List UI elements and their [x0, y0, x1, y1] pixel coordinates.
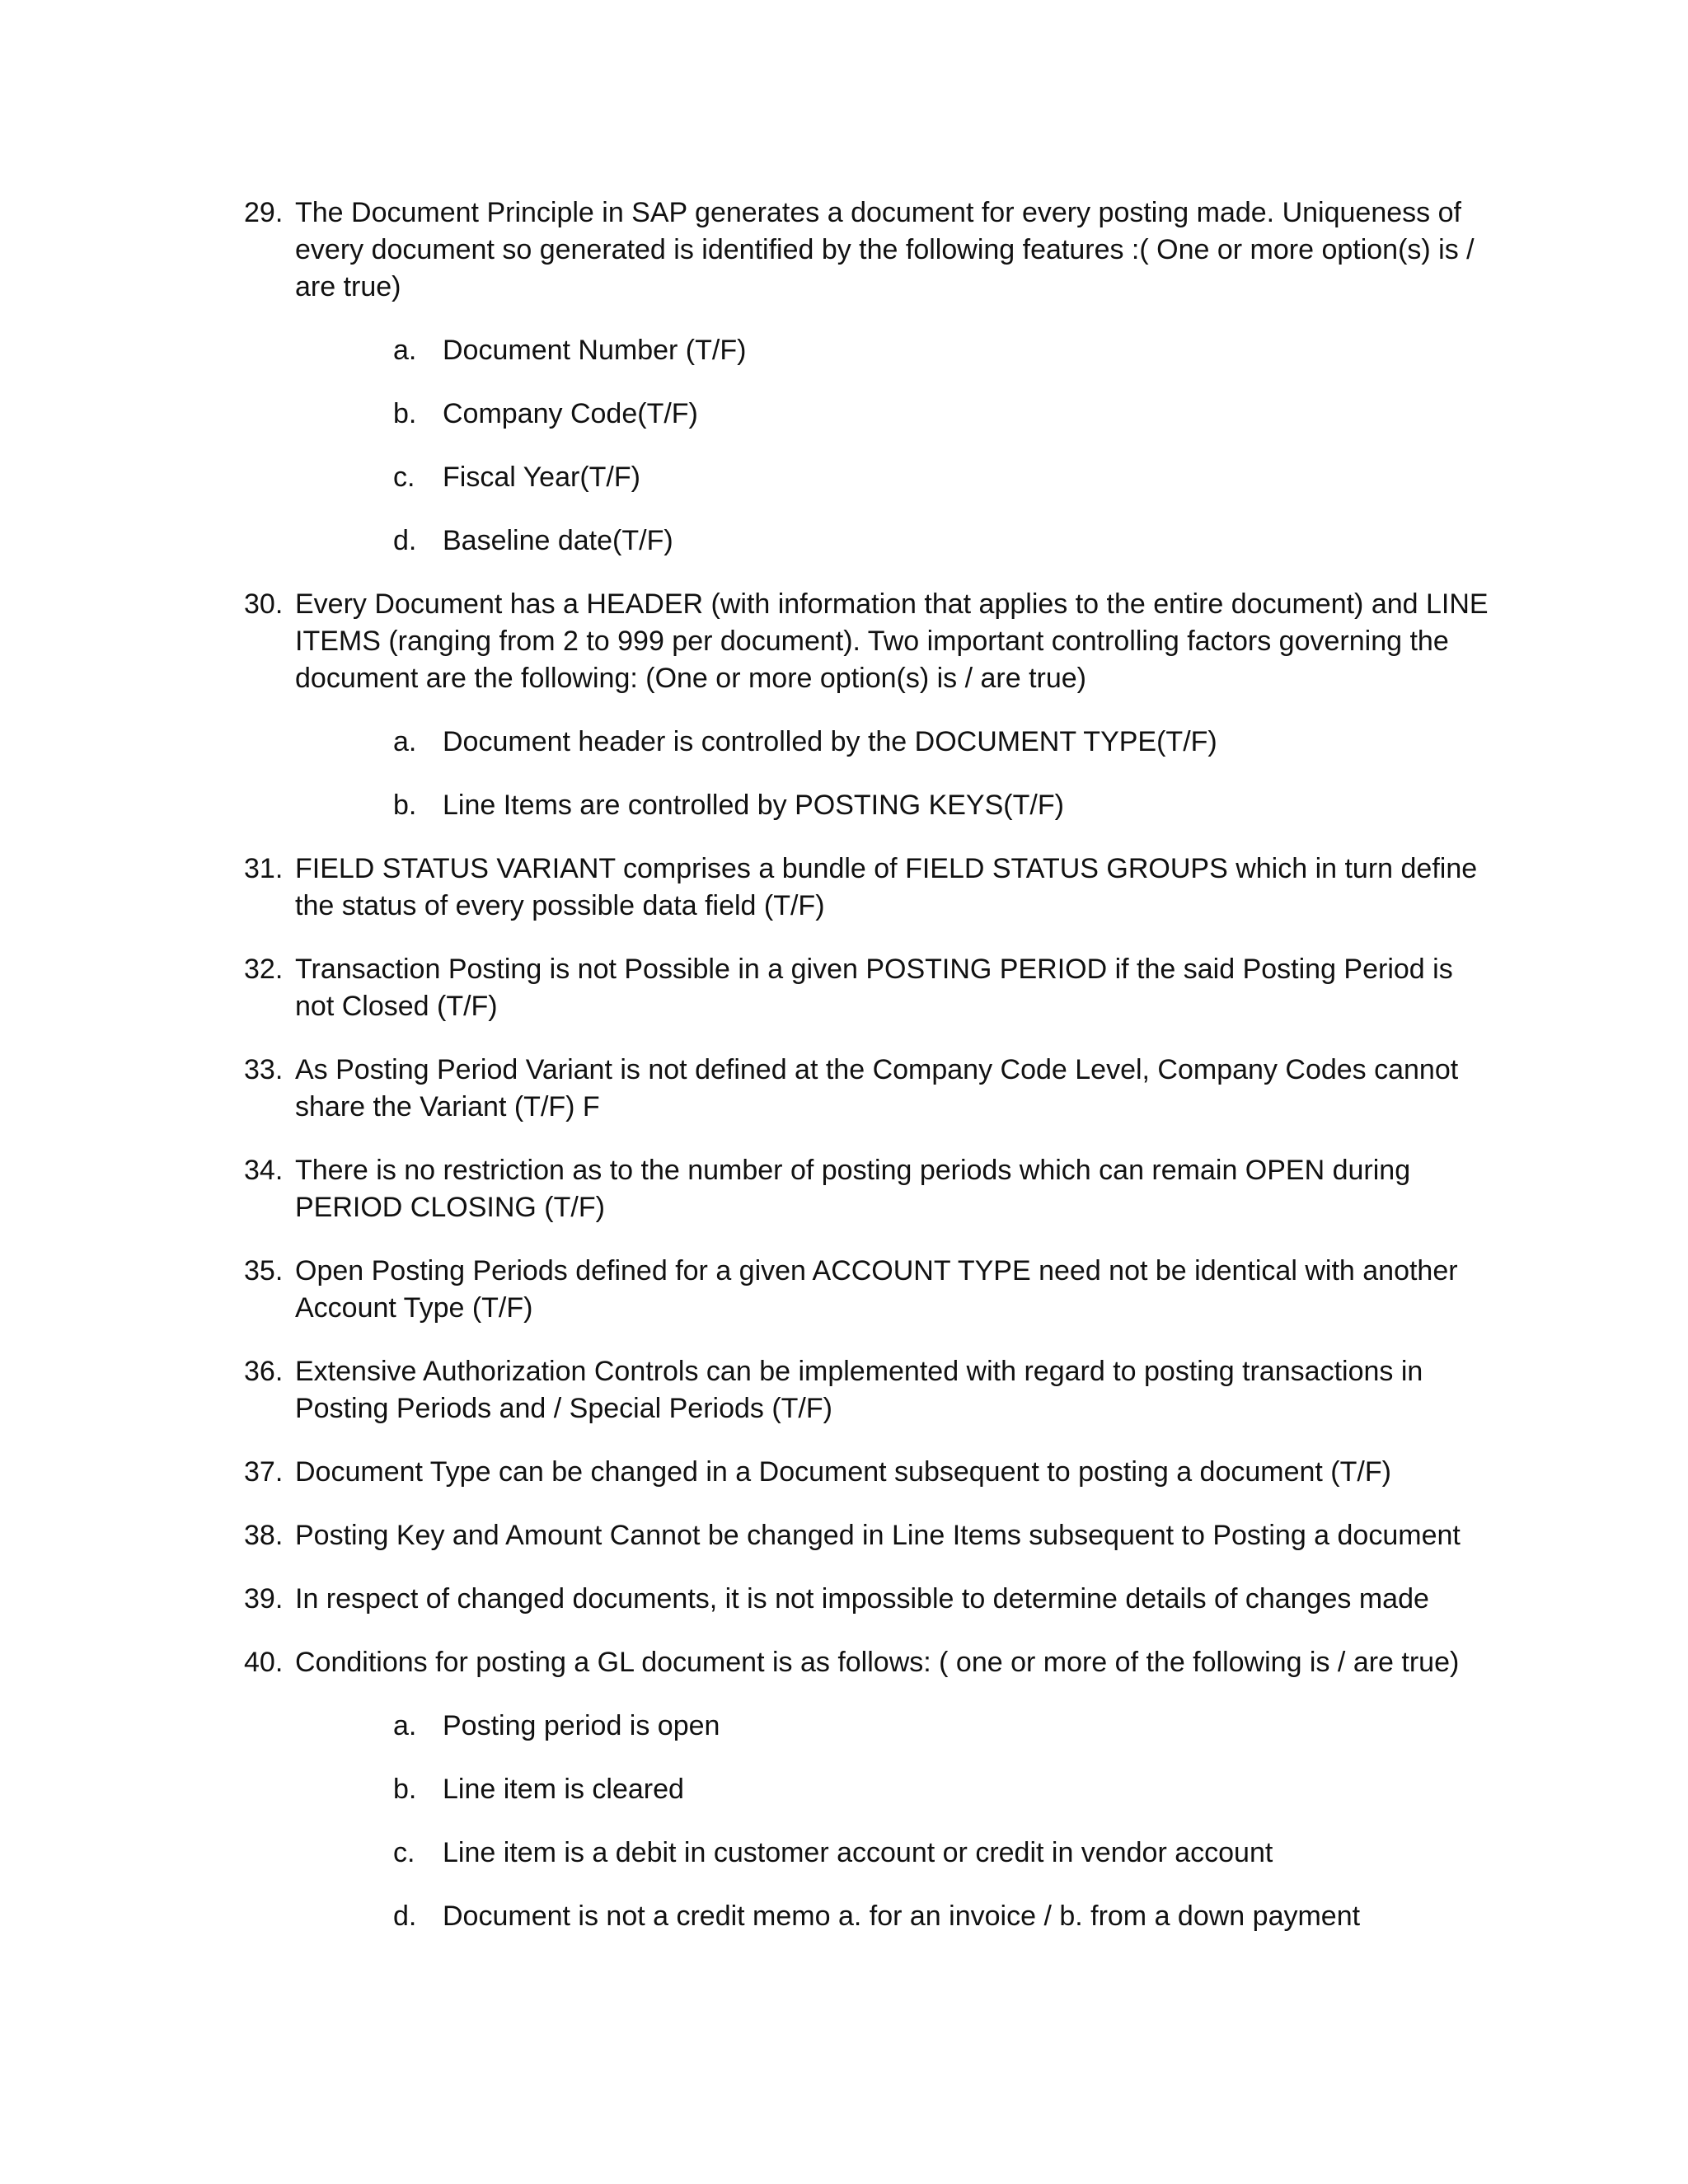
question-item	[244, 851, 1497, 925]
question-text: Conditions for posting a GL document is as follows: ( one or more of the following is / are true)	[295, 1647, 1460, 1678]
option-letter: c.	[393, 1837, 415, 1868]
question-text: Document Type can be changed in a Document subsequent to posting a document (T/F)	[295, 1456, 1391, 1488]
question-text: There is no restriction as to the number of posting periods which can remain OPEN during PERIOD CLOSING (T/F)	[295, 1155, 1411, 1223]
question-text: Open Posting Periods defined for a given ACCOUNT TYPE need not be identical with another Account Type (T/F)	[295, 1255, 1458, 1324]
option-letter: b.	[393, 398, 417, 429]
option-text: Line Items are controlled by POSTING KEYS(T/F)	[443, 790, 1064, 821]
question-number: 36.	[244, 1356, 284, 1387]
option-list	[393, 1708, 1497, 1935]
option-letter: d.	[393, 1900, 417, 1932]
question-text: Transaction Posting is not Possible in a given POSTING PERIOD if the said Posting Period is not Closed (T/F)	[295, 954, 1453, 1022]
question-text: FIELD STATUS VARIANT comprises a bundle of FIELD STATUS GROUPS which in turn define the status of every possible data field (T/F)	[295, 853, 1478, 921]
question-item	[244, 951, 1497, 1025]
question-text: The Document Principle in SAP generates a document for every posting made. Uniqueness of every document so generated is identified by the following features :( One or more option(s) is / are true)	[295, 197, 1475, 302]
question-text: As Posting Period Variant is not defined at the Company Code Level, Company Codes cannot share the Variant (T/F) F	[295, 1054, 1459, 1122]
option-letter: d.	[393, 525, 417, 556]
option-item	[393, 523, 1497, 560]
option-item	[393, 1771, 1497, 1808]
option-item	[393, 787, 1497, 824]
option-letter: b.	[393, 790, 417, 821]
question-text: Every Document has a HEADER (with information that applies to the entire document) and LINE ITEMS (ranging from 2 to 999 per document). Two important controlling factors governing the document are the following: (One or more option(s) is / are true)	[295, 588, 1489, 694]
question-item	[244, 1454, 1497, 1491]
question-text: Extensive Authorization Controls can be implemented with regard to posting transactions in Posting Periods and / Special Periods (T/F)	[295, 1356, 1423, 1424]
option-text: Document is not a credit memo a. for an invoice / b. from a down payment	[443, 1900, 1361, 1932]
option-text: Baseline date(T/F)	[443, 525, 673, 556]
question-number: 40.	[244, 1647, 284, 1678]
option-item	[393, 1898, 1497, 1935]
question-item	[244, 1644, 1497, 1935]
option-text: Fiscal Year(T/F)	[443, 462, 640, 493]
option-text: Document Number (T/F)	[443, 335, 747, 366]
question-number: 33.	[244, 1054, 284, 1085]
question-number: 30.	[244, 588, 284, 620]
question-item	[244, 1253, 1497, 1327]
question-number: 29.	[244, 197, 284, 228]
option-letter: a.	[393, 726, 417, 757]
option-item	[393, 724, 1497, 761]
option-text: Document header is controlled by the DOCUMENT TYPE(T/F)	[443, 726, 1217, 757]
option-list	[393, 724, 1497, 824]
question-list	[244, 194, 1497, 1961]
option-letter: b.	[393, 1774, 417, 1805]
option-text: Line item is cleared	[443, 1774, 684, 1805]
question-item	[244, 194, 1497, 560]
question-item	[244, 1152, 1497, 1226]
option-item	[393, 1835, 1497, 1872]
option-item	[393, 1708, 1497, 1745]
option-text: Company Code(T/F)	[443, 398, 698, 429]
option-item	[393, 396, 1497, 433]
question-number: 32.	[244, 954, 284, 985]
option-item	[393, 459, 1497, 496]
option-item	[393, 332, 1497, 369]
question-item	[244, 1353, 1497, 1427]
option-letter: a.	[393, 335, 417, 366]
question-item	[244, 1052, 1497, 1126]
option-list	[393, 332, 1497, 560]
question-number: 37.	[244, 1456, 284, 1488]
question-number: 31.	[244, 853, 284, 884]
question-text: Posting Key and Amount Cannot be changed in Line Items subsequent to Posting a document	[295, 1520, 1461, 1551]
question-number: 39.	[244, 1583, 284, 1615]
question-number: 38.	[244, 1520, 284, 1551]
question-text: In respect of changed documents, it is not impossible to determine details of changes made	[295, 1583, 1429, 1615]
option-text: Posting period is open	[443, 1710, 720, 1741]
question-item	[244, 1517, 1497, 1554]
question-item	[244, 586, 1497, 824]
option-text: Line item is a debit in customer account or credit in vendor account	[443, 1837, 1273, 1868]
question-item	[244, 1581, 1497, 1618]
option-letter: a.	[393, 1710, 417, 1741]
option-letter: c.	[393, 462, 415, 493]
question-number: 34.	[244, 1155, 284, 1186]
question-number: 35.	[244, 1255, 284, 1286]
